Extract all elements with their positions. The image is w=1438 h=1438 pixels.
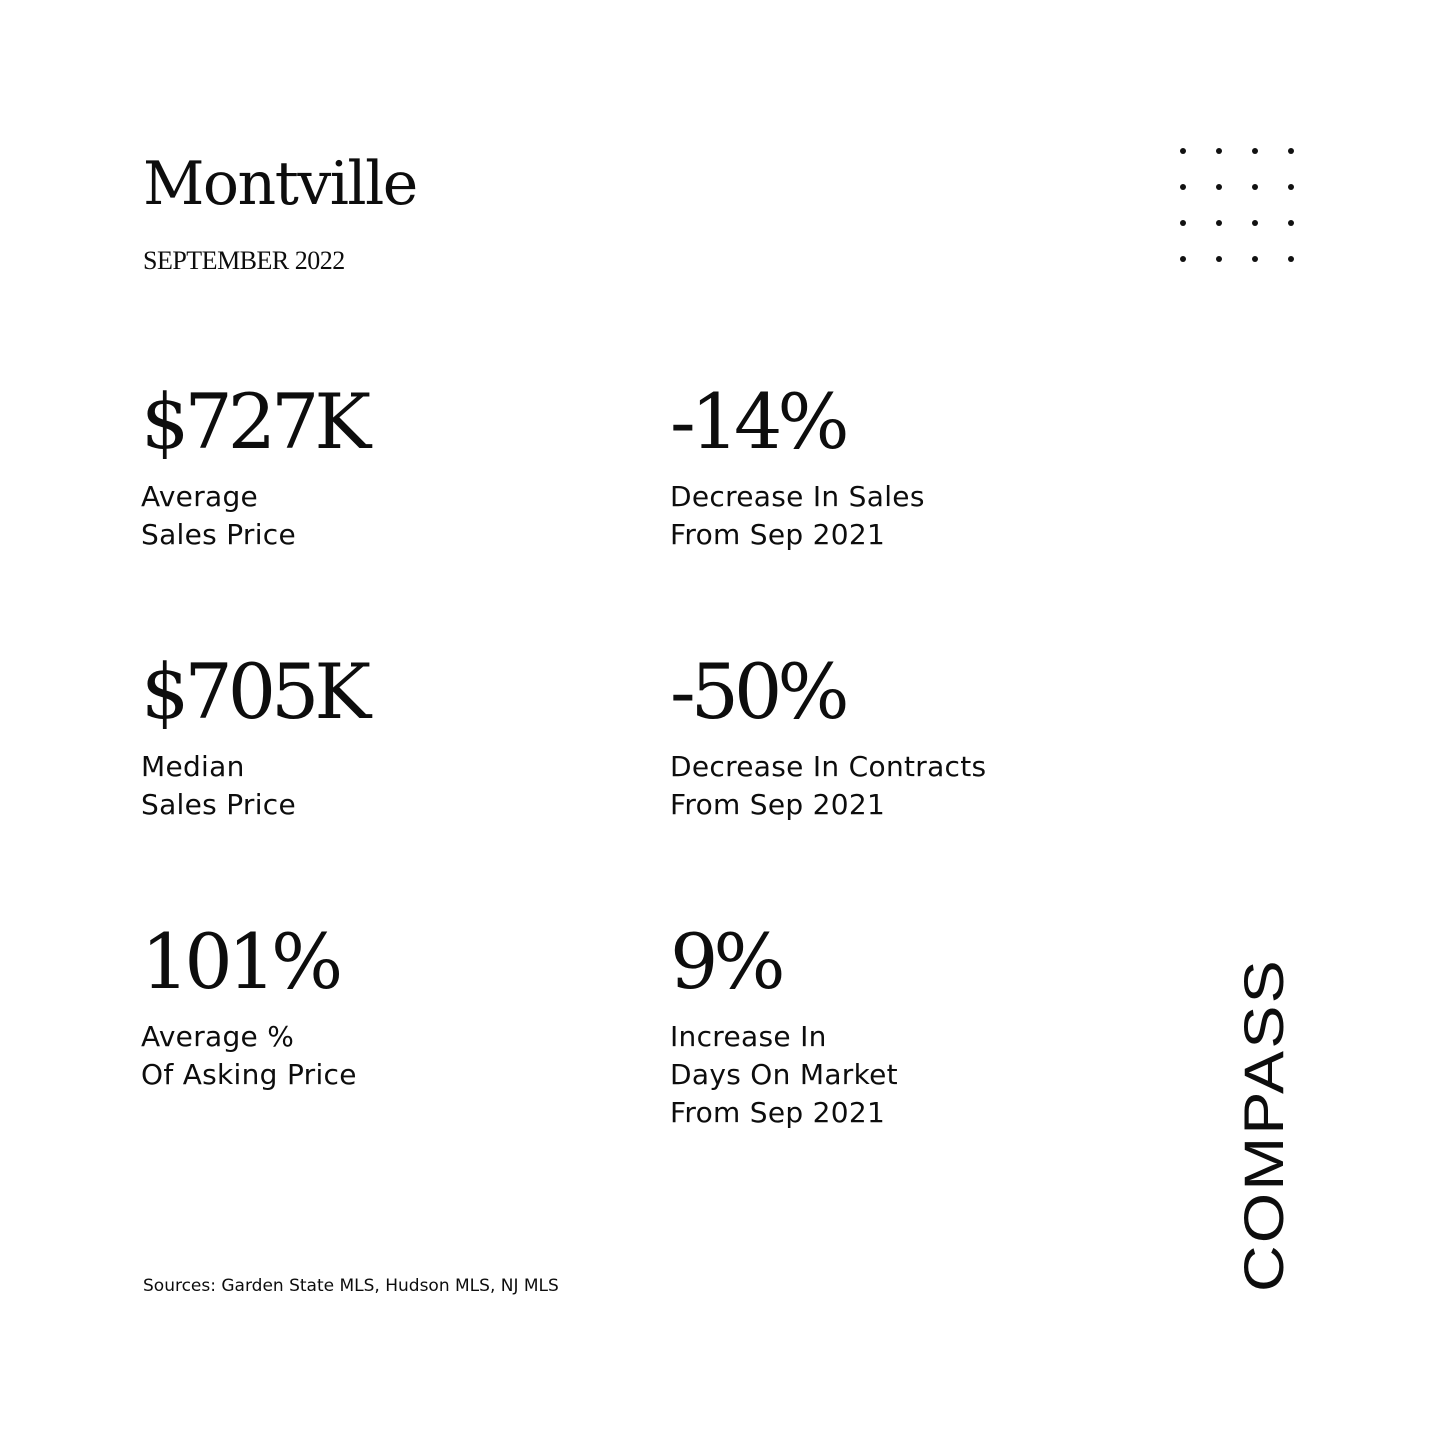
page-title: Montville	[143, 149, 417, 219]
stat-label: Decrease In Sales From Sep 2021	[670, 480, 925, 551]
stat-value: 9%	[670, 917, 781, 1006]
stat-label: Increase In Days On Market From Sep 2021	[670, 1020, 898, 1129]
stat-label: Average % Of Asking Price	[141, 1020, 357, 1091]
stat-value: $705K	[141, 647, 367, 736]
stat-label: Decrease In Contracts From Sep 2021	[670, 750, 987, 821]
sources-note: Sources: Garden State MLS, Hudson MLS, NJ MLS	[143, 1276, 559, 1296]
stat-label: Average Sales Price	[141, 480, 297, 551]
stat-contracts-change	[670, 647, 1150, 824]
compass-logo	[1232, 956, 1295, 1294]
stat-median-sales-price	[141, 647, 621, 824]
report-period: SEPTEMBER 2022	[143, 246, 345, 275]
svg-text:COMPASS: COMPASS	[1232, 1002, 1295, 1292]
stat-value: 101%	[141, 917, 339, 1006]
stat-value: -50%	[670, 647, 845, 736]
stat-value: -14%	[670, 377, 845, 466]
stat-sales-change	[670, 377, 1150, 554]
stat-days-on-market-change	[670, 917, 1150, 1132]
dot-grid-icon	[1176, 145, 1300, 269]
stat-percent-of-asking	[141, 917, 621, 1094]
stat-label: Median Sales Price	[141, 750, 297, 821]
stat-value: $727K	[141, 377, 367, 466]
stat-average-sales-price	[141, 377, 621, 554]
